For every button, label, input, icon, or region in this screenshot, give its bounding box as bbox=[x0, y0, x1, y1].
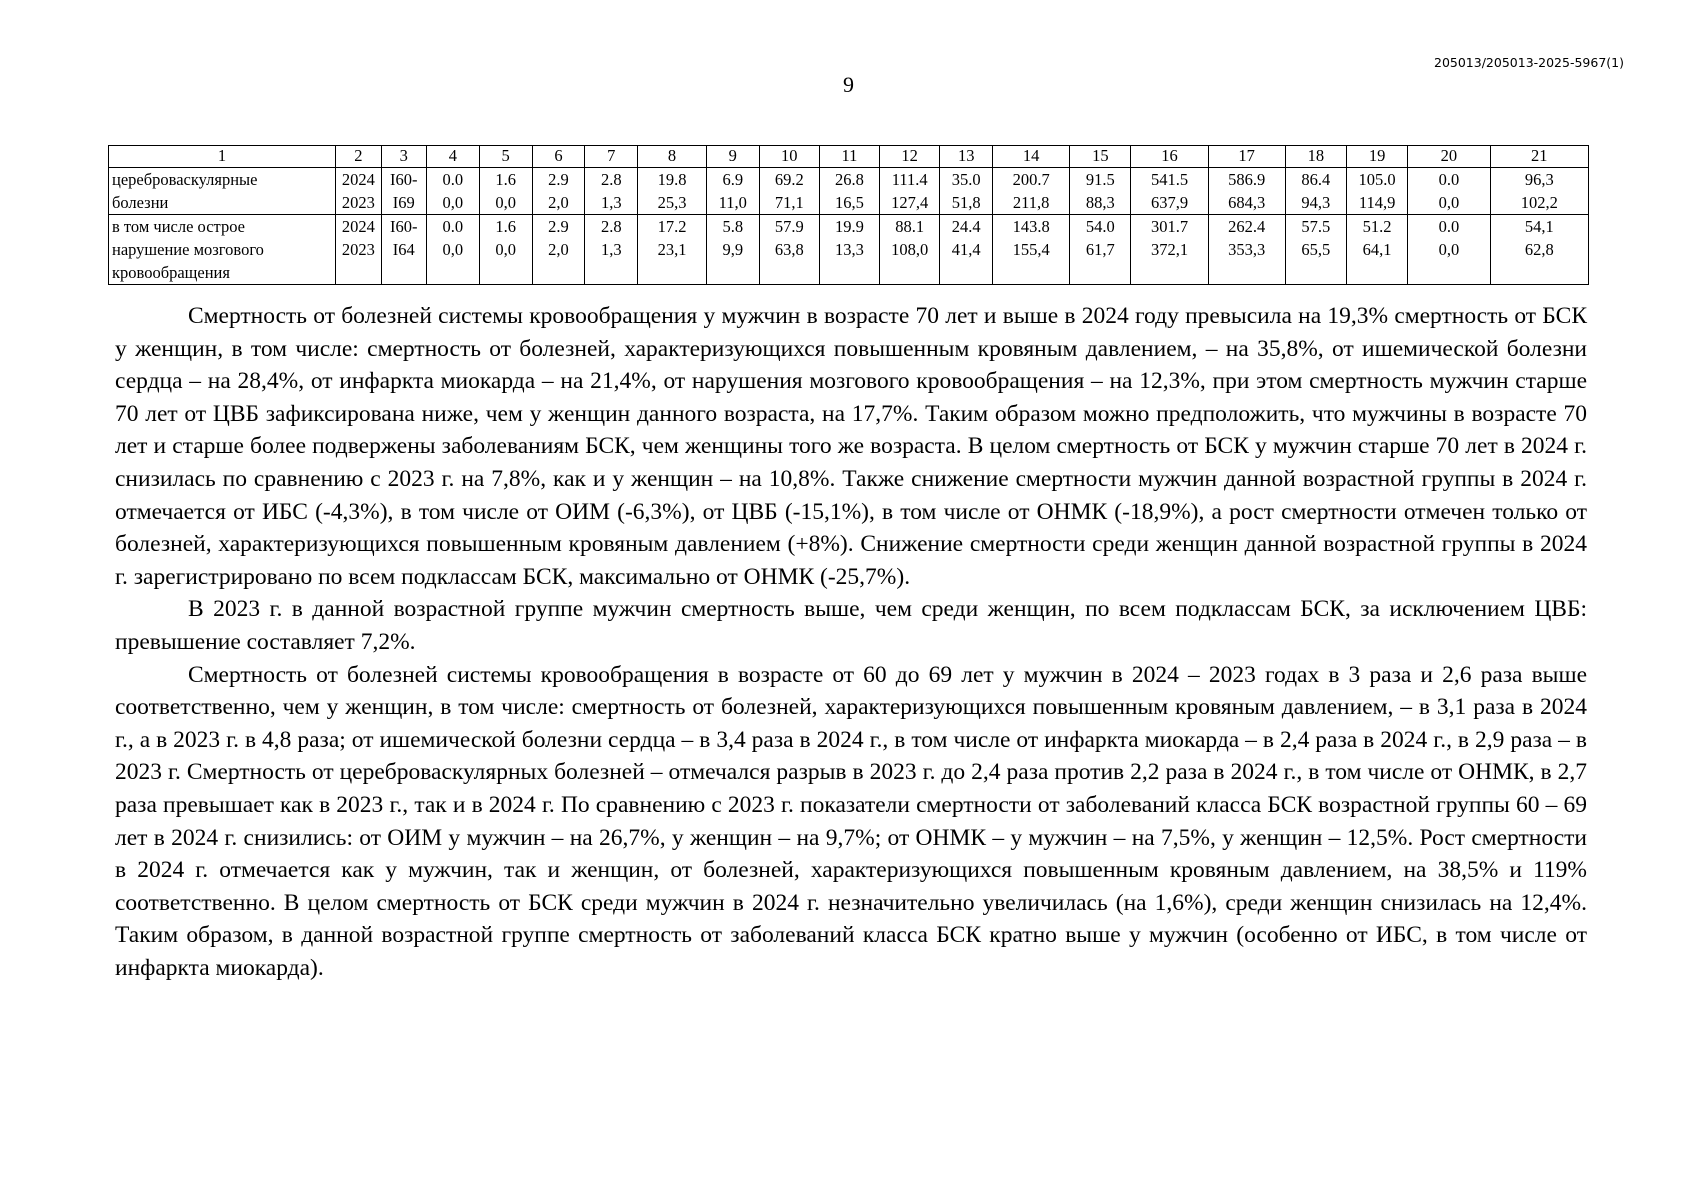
value: 211,8 bbox=[1012, 193, 1050, 212]
value: 54,1 bbox=[1524, 217, 1554, 236]
column-header: 9 bbox=[706, 146, 759, 168]
value: 102,2 bbox=[1520, 193, 1558, 212]
column-header: 4 bbox=[426, 146, 479, 168]
value-cell bbox=[880, 168, 940, 215]
value-cell bbox=[1408, 168, 1490, 215]
value: 2.8 bbox=[600, 170, 622, 189]
value-cell bbox=[1131, 168, 1208, 215]
icd-code-cell bbox=[381, 215, 426, 285]
value: 541.5 bbox=[1150, 170, 1189, 189]
value: 51.2 bbox=[1362, 217, 1392, 236]
value: 0.0 bbox=[1438, 217, 1460, 236]
value: 5.8 bbox=[722, 217, 744, 236]
value-cell bbox=[479, 168, 532, 215]
year-cell bbox=[336, 168, 381, 215]
value: 9,9 bbox=[722, 240, 744, 259]
value: 684,3 bbox=[1228, 193, 1266, 212]
value: 0,0 bbox=[1438, 240, 1460, 259]
value: 301.7 bbox=[1150, 217, 1189, 236]
value: 0,0 bbox=[495, 193, 516, 212]
value: 2.8 bbox=[600, 217, 622, 236]
value: 19.9 bbox=[835, 217, 864, 236]
value-cell bbox=[940, 215, 993, 285]
value-cell bbox=[1285, 215, 1346, 285]
value: 353,3 bbox=[1228, 240, 1266, 259]
column-header: 17 bbox=[1208, 146, 1285, 168]
value-cell bbox=[426, 215, 479, 285]
value: 54.0 bbox=[1085, 217, 1115, 236]
value: 0.0 bbox=[442, 217, 464, 236]
body-text bbox=[115, 300, 1587, 984]
value: 1,3 bbox=[600, 240, 622, 259]
value-cell bbox=[993, 168, 1070, 215]
value: 111.4 bbox=[891, 170, 928, 189]
value: 0,0 bbox=[495, 240, 516, 259]
value-cell bbox=[1346, 215, 1407, 285]
value: 51,8 bbox=[951, 193, 981, 212]
value: 372,1 bbox=[1150, 240, 1189, 259]
value: 41,4 bbox=[951, 240, 981, 259]
value: 35.0 bbox=[951, 170, 981, 189]
value: 86.4 bbox=[1301, 170, 1331, 189]
value-cell bbox=[819, 215, 879, 285]
value-cell bbox=[706, 215, 759, 285]
value: 0,0 bbox=[442, 240, 464, 259]
icd-code-line: I64 bbox=[392, 240, 415, 259]
value: 1.6 bbox=[495, 170, 516, 189]
value: 24.4 bbox=[951, 217, 981, 236]
column-header: 10 bbox=[759, 146, 819, 168]
column-header: 19 bbox=[1346, 146, 1407, 168]
value: 62,8 bbox=[1524, 240, 1554, 259]
value-cell bbox=[1208, 215, 1285, 285]
value-cell bbox=[819, 168, 879, 215]
value: 0.0 bbox=[442, 170, 464, 189]
value: 6.9 bbox=[722, 170, 744, 189]
column-header: 16 bbox=[1131, 146, 1208, 168]
row-label-line: кровообращения bbox=[112, 263, 230, 282]
paragraph: Смертность от болезней системы кровообращения у мужчин в возрасте 70 лет и выше в 2024 году превысила на 19,3% смертность от БСК у женщин, в том числе: смертность от болезней, характеризующихся повышенным кровяным давлением, – на 35,8%, от ишемической болезни сердца – на 28,4%, от инфаркта миокарда – на 21,4%, от нарушения мозгового кровообращения – на 12,3%, при этом смертность мужчин старше 70 лет от ЦВБ зафиксирована ниже, чем у женщин данного возраста, на 17,7%. Таким образом можно предположить, что мужчины в возрасте 70 лет и старше более подвержены заболеваниям БСК, чем женщины того же возраста. В целом смертность от БСК у мужчин старше 70 лет в 2024 г. снизилась по сравнению с 2023 г. на 7,8%, как и у женщин – на 10,8%. Также снижение смертности мужчин данной возрастной группы в 2024 г. отмечается от ИБС (-4,3%), в том числе от ОИМ (-6,3%), от ЦВБ (-15,1%), в том числе от ОНМК (-18,9%), а рост смертности отмечен только от болезней, характеризующихся повышенным кровяным давлением (+8%). Снижение смертности среди женщин данной возрастной группы в 2024 г. зарегистрировано по всем подклассам БСК, максимально от ОНМК (-25,7%). bbox=[115, 303, 1587, 590]
column-header: 8 bbox=[638, 146, 707, 168]
column-header: 3 bbox=[381, 146, 426, 168]
column-header: 12 bbox=[880, 146, 940, 168]
row-label-line: нарушение мозгового bbox=[112, 240, 264, 259]
value: 2,0 bbox=[548, 193, 569, 212]
value: 127,4 bbox=[891, 193, 929, 212]
icd-code-line: I60- bbox=[389, 170, 418, 189]
value: 262.4 bbox=[1228, 217, 1266, 236]
value: 1,3 bbox=[600, 193, 622, 212]
value: 91.5 bbox=[1085, 170, 1115, 189]
value-cell bbox=[1285, 168, 1346, 215]
icd-code-line: I69 bbox=[392, 193, 415, 212]
icd-code-cell bbox=[381, 168, 426, 215]
value: 57.9 bbox=[774, 217, 804, 236]
value: 105.0 bbox=[1358, 170, 1396, 189]
year-value: 2024 bbox=[341, 170, 375, 189]
value-cell bbox=[479, 215, 532, 285]
value: 11,0 bbox=[718, 193, 747, 212]
value: 2,0 bbox=[548, 240, 569, 259]
value: 25,3 bbox=[657, 193, 687, 212]
year-value: 2023 bbox=[341, 240, 375, 259]
year-cell bbox=[336, 215, 381, 285]
value-cell bbox=[759, 215, 819, 285]
paragraph: В 2023 г. в данной возрастной группе мужчин смертность выше, чем среди женщин, по всем подклассам БСК, за исключением ЦВБ: превышение составляет 7,2%. bbox=[115, 596, 1587, 655]
table-header-row bbox=[109, 146, 1589, 168]
row-label bbox=[109, 168, 336, 215]
value-cell bbox=[1490, 168, 1588, 215]
value: 71,1 bbox=[774, 193, 804, 212]
mortality-table bbox=[108, 145, 1589, 285]
value: 19.8 bbox=[657, 170, 687, 189]
value-cell bbox=[1070, 215, 1131, 285]
value: 88,3 bbox=[1085, 193, 1115, 212]
value-cell bbox=[1490, 215, 1588, 285]
value-cell bbox=[993, 215, 1070, 285]
value: 13,3 bbox=[835, 240, 864, 259]
icd-code-line: I60- bbox=[389, 217, 418, 236]
value-cell bbox=[880, 215, 940, 285]
column-header: 21 bbox=[1490, 146, 1588, 168]
value-cell bbox=[1208, 168, 1285, 215]
value: 143.8 bbox=[1012, 217, 1050, 236]
value-cell bbox=[532, 215, 585, 285]
column-header: 6 bbox=[532, 146, 585, 168]
column-header: 13 bbox=[940, 146, 993, 168]
column-header: 18 bbox=[1285, 146, 1346, 168]
year-value: 2024 bbox=[341, 217, 375, 236]
value-cell bbox=[638, 168, 707, 215]
table-row bbox=[109, 215, 1589, 285]
column-header: 7 bbox=[585, 146, 638, 168]
value: 16,5 bbox=[835, 193, 864, 212]
value: 26.8 bbox=[835, 170, 864, 189]
row-label-line: болезни bbox=[112, 193, 169, 212]
column-header: 1 bbox=[109, 146, 336, 168]
value: 586.9 bbox=[1228, 170, 1266, 189]
value: 2.9 bbox=[548, 217, 569, 236]
value-cell bbox=[1131, 215, 1208, 285]
column-header: 2 bbox=[336, 146, 381, 168]
value: 69.2 bbox=[774, 170, 804, 189]
column-header: 20 bbox=[1408, 146, 1490, 168]
value: 57.5 bbox=[1301, 217, 1331, 236]
column-header: 5 bbox=[479, 146, 532, 168]
value-cell bbox=[1070, 168, 1131, 215]
value-cell bbox=[1346, 168, 1407, 215]
value-cell bbox=[1408, 215, 1490, 285]
value-cell bbox=[706, 168, 759, 215]
column-header: 15 bbox=[1070, 146, 1131, 168]
row-label-line: цереброваскулярные bbox=[112, 170, 258, 189]
value: 637,9 bbox=[1150, 193, 1189, 212]
table-row bbox=[109, 168, 1589, 215]
value-cell bbox=[585, 215, 638, 285]
row-label bbox=[109, 215, 336, 285]
value-cell bbox=[638, 215, 707, 285]
document-id: 205013/205013-2025-5967(1) bbox=[1434, 55, 1624, 70]
value: 0.0 bbox=[1438, 170, 1460, 189]
value-cell bbox=[532, 168, 585, 215]
value: 2.9 bbox=[548, 170, 569, 189]
value: 63,8 bbox=[774, 240, 804, 259]
value: 65,5 bbox=[1301, 240, 1331, 259]
value: 0,0 bbox=[442, 193, 464, 212]
column-header: 14 bbox=[993, 146, 1070, 168]
year-value: 2023 bbox=[341, 193, 375, 212]
page-number: 9 bbox=[843, 72, 854, 97]
value: 64,1 bbox=[1362, 240, 1392, 259]
value: 94,3 bbox=[1301, 193, 1331, 212]
value: 155,4 bbox=[1012, 240, 1050, 259]
value-cell bbox=[759, 168, 819, 215]
value: 108,0 bbox=[891, 240, 929, 259]
value: 200.7 bbox=[1012, 170, 1050, 189]
value: 96,3 bbox=[1524, 170, 1554, 189]
value-cell bbox=[940, 168, 993, 215]
value: 61,7 bbox=[1085, 240, 1115, 259]
value: 114,9 bbox=[1358, 193, 1396, 212]
value: 88.1 bbox=[895, 217, 925, 236]
row-label-line: в том числе острое bbox=[112, 217, 245, 236]
value-cell bbox=[585, 168, 638, 215]
value: 1.6 bbox=[495, 217, 516, 236]
value: 17.2 bbox=[657, 217, 687, 236]
column-header: 11 bbox=[819, 146, 879, 168]
value: 23,1 bbox=[657, 240, 687, 259]
value: 0,0 bbox=[1438, 193, 1460, 212]
value-cell bbox=[426, 168, 479, 215]
paragraph: Смертность от болезней системы кровообращения в возрасте от 60 до 69 лет у мужчин в 2024 – 2023 годах в 3 раза и 2,6 раза выше соответственно, чем у женщин, в том числе: смертность от болезней, характеризующихся повышенным кровяным давлением, – в 3,1 раза в 2024 г., а в 2023 г. в 4,8 раза; от ишемической болезни сердца – в 3,4 раза в 2024 г., в том числе от инфаркта миокарда – в 2,4 раза в 2024 г., в 2,9 раза – в 2023 г. Смертность от цереброваскулярных болезней – отмечался разрыв в 2023 г. до 2,4 раза против 2,2 раза в 2024 г., в том числе от ОНМК, в 2,7 раза превышает как в 2023 г., так и в 2024 г. По сравнению с 2023 г. показатели смертности от заболеваний класса БСК возрастной группы 60 – 69 лет в 2024 г. снизились: от ОИМ у мужчин – на 26,7%, у женщин – на 9,7%; от ОНМК – у мужчин – на 7,5%, у женщин – 12,5%. Рост смертности в 2024 г. отмечается как у мужчин, так и женщин, от болезней, характеризующихся повышенным кровяным давлением, на 38,5% и 119% соответственно. В целом смертность от БСК среди мужчин в 2024 г. незначительно увеличилась (на 1,6%), среди женщин снизилась на 12,4%. Таким образом, в данной возрастной группе смертность от заболеваний класса БСК кратно выше у мужчин (особенно от ИБС, в том числе от инфаркта миокарда). bbox=[115, 661, 1587, 981]
